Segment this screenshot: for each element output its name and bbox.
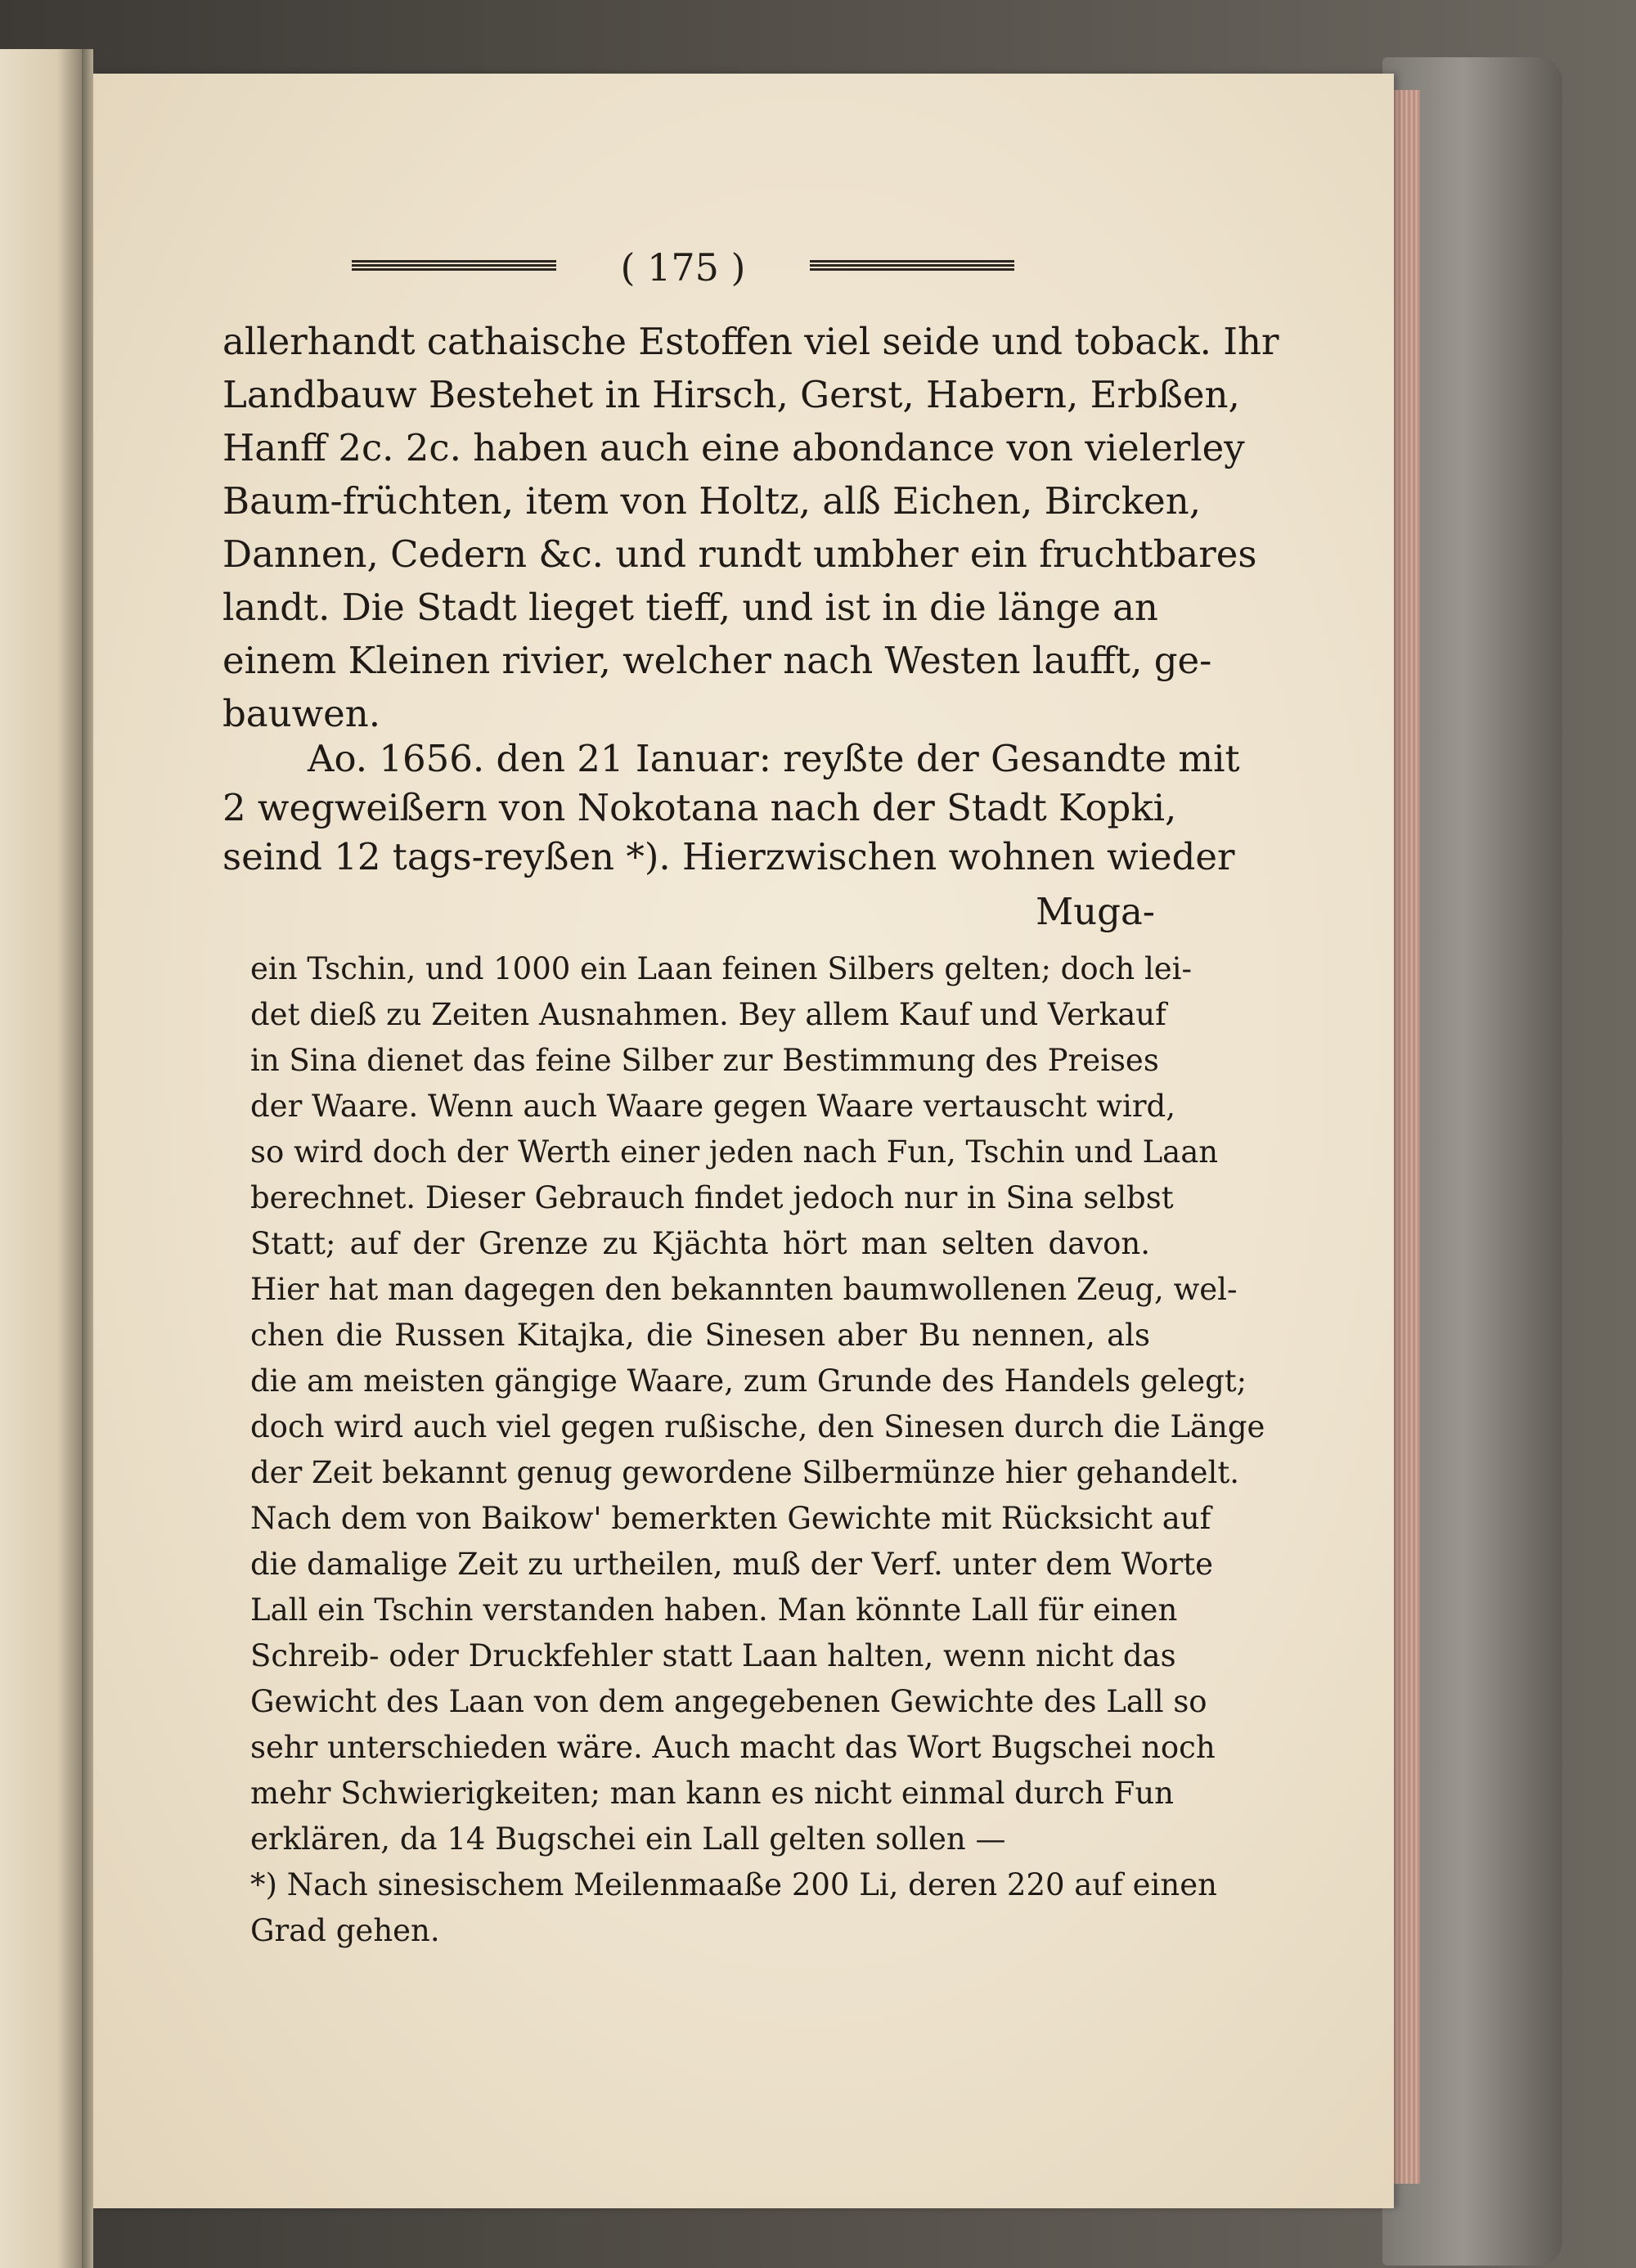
main-line: Landbauw Bestehet in Hirsch, Gerst, Habern, Erbßen,: [222, 373, 1240, 416]
note-line: doch wird auch viel gegen rußische, den Sinesen durch die Länge: [250, 1409, 1265, 1444]
main-line: bauwen.: [222, 692, 381, 735]
facing-page-edge: [0, 49, 82, 2268]
note-line: ein Tschin, und 1000 ein Laan feinen Silbers gelten; doch lei-: [250, 951, 1193, 986]
note-line: det dieß zu Zeiten Ausnahmen. Bey allem Kauf und Verkauf: [250, 997, 1166, 1032]
main-line: Hanff 2c. 2c. haben auch eine abondance von vielerley: [222, 426, 1245, 469]
note-line: Lall ein Tschin verstanden haben. Man könnte Lall für einen: [250, 1592, 1178, 1628]
page-header: [352, 245, 1014, 294]
note-line: Nach dem von Baikow' bemerkten Gewichte mit Rücksicht auf: [250, 1501, 1211, 1536]
note-line: die am meisten gängige Waare, zum Grunde des Handels gelegt;: [250, 1363, 1247, 1399]
note-line: Hier hat man dagegen den bekannten baumwollenen Zeug, wel-: [250, 1272, 1238, 1307]
note-line: Gewicht des Laan von dem angegebenen Gewichte des Lall so: [250, 1684, 1207, 1719]
note-line: chen die Russen Kitajka, die Sinesen aber Bu nennen, als: [250, 1318, 1150, 1353]
main-line: Baum-früchten, item von Holtz, alß Eichen, Bircken,: [222, 479, 1201, 523]
main-line: allerhandt cathaische Estoffen viel seide und toback. Ihr: [222, 320, 1279, 363]
footnote-line: Grad gehen.: [250, 1913, 440, 1948]
note-line: mehr Schwierigkeiten; man kann es nicht einmal durch Fun: [250, 1776, 1175, 1811]
main-line: Dannen, Cedern &c. und rundt umbher ein fruchtbares: [222, 532, 1257, 576]
catchword: Muga-: [1036, 890, 1155, 933]
header-rule-right: [810, 260, 1014, 272]
main-line: einem Kleinen rivier, welcher nach Westen laufft, ge-: [222, 639, 1212, 682]
page-number: ( 175 ): [620, 245, 746, 290]
footnote-line: *) Nach sinesischem Meilenmaaße 200 Li, deren 220 auf einen: [250, 1867, 1217, 1902]
note-line: Schreib- oder Druckfehler statt Laan halten, wenn nicht das: [250, 1638, 1176, 1673]
note-line: der Zeit bekannt genug gewordene Silbermünze hier gehandelt.: [250, 1455, 1239, 1490]
note-line: sehr unterschieden wäre. Auch macht das Wort Bugschei noch: [250, 1730, 1216, 1765]
main-line: landt. Die Stadt lieget tieff, und ist in die länge an: [222, 586, 1158, 629]
main-line: 2 wegweißern von Nokotana nach der Stadt Kopki,: [222, 786, 1177, 829]
note-line: erklären, da 14 Bugschei ein Lall gelten sollen —: [250, 1821, 1006, 1857]
note-line: in Sina dienet das feine Silber zur Bestimmung des Preises: [250, 1043, 1159, 1078]
main-line: Ao. 1656. den 21 Ianuar: reyßte der Gesandte mit: [308, 737, 1240, 780]
note-line: Statt; auf der Grenze zu Kjächta hört man selten davon.: [250, 1226, 1150, 1261]
note-line: der Waare. Wenn auch Waare gegen Waare vertauscht wird,: [250, 1089, 1175, 1124]
book-gutter: [82, 49, 93, 2268]
note-line: so wird doch der Werth einer jeden nach Fun, Tschin und Laan: [250, 1134, 1219, 1170]
note-line: berechnet. Dieser Gebrauch findet jedoch nur in Sina selbst: [250, 1180, 1174, 1215]
note-line: die damalige Zeit zu urtheilen, muß der Verf. unter dem Worte: [250, 1547, 1214, 1582]
main-line: seind 12 tags-reyßen *). Hierzwischen wohnen wieder: [222, 835, 1235, 878]
